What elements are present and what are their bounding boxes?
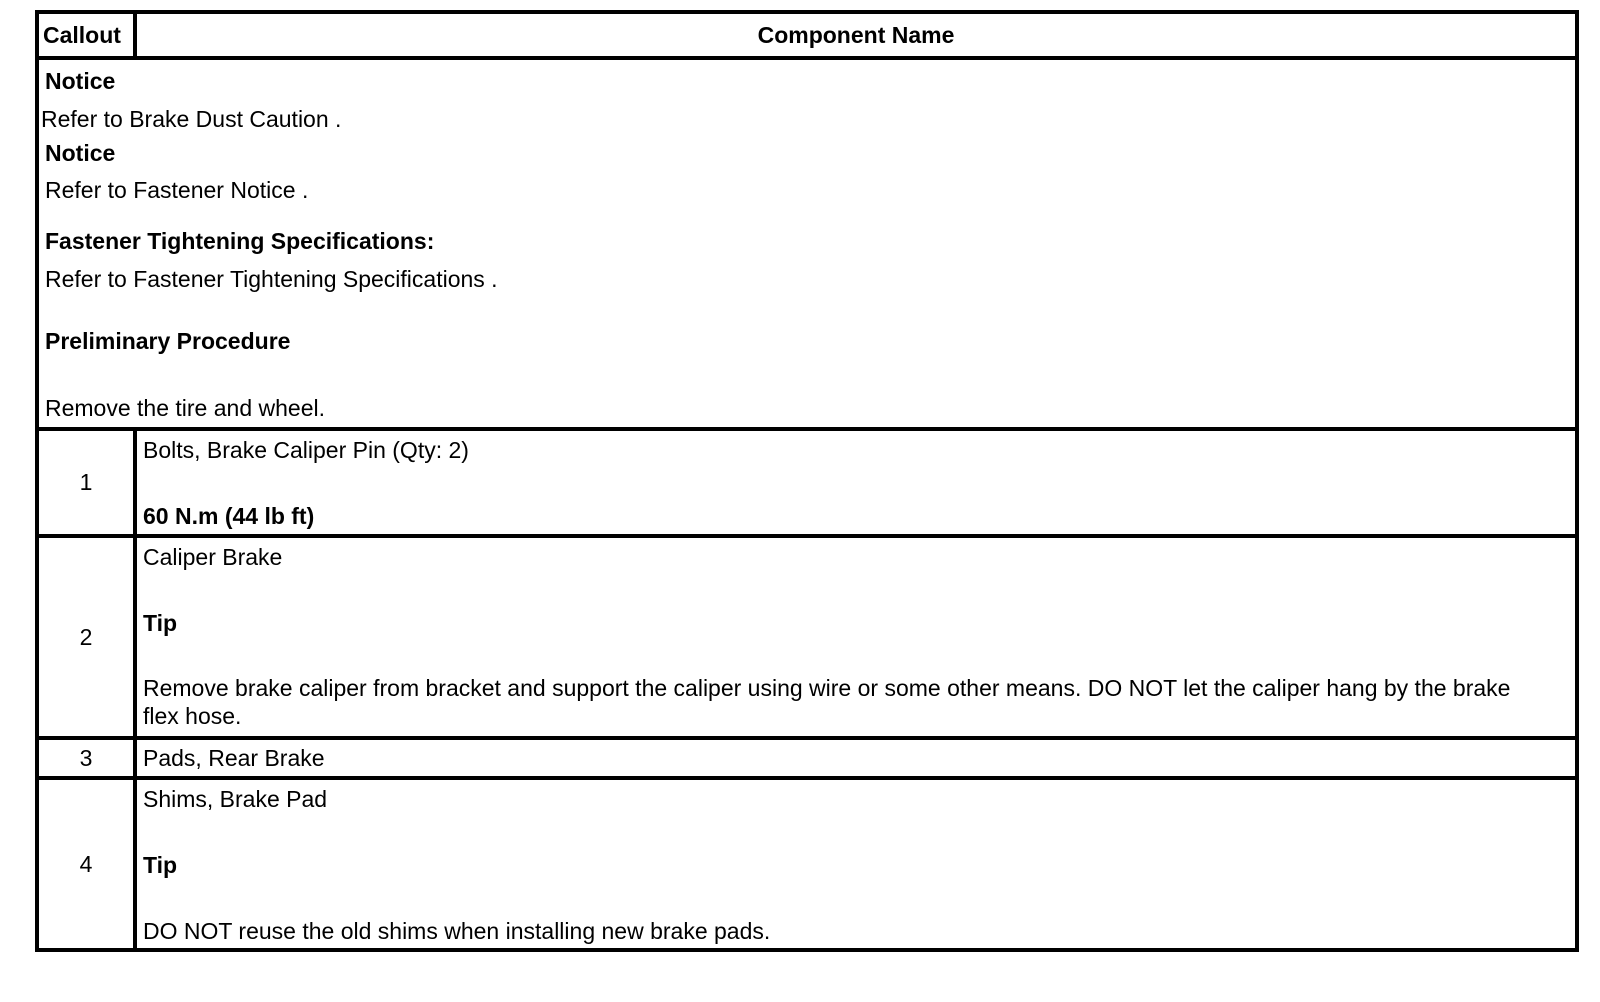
tip-text: DO NOT reuse the old shims when installing new brake pads. [143,918,771,944]
component-name: Pads, Rear Brake [143,745,325,771]
fastener-spec-title: Fastener Tightening Specifications: [45,228,435,254]
notice-1-text: Refer to Brake Dust Caution . [41,106,342,132]
notice-2-text: Refer to Fastener Notice . [45,177,309,203]
intro-row [37,58,1577,429]
component-name: Caliper Brake [143,544,283,570]
component-cell [135,536,1577,738]
notice-2-title: Notice [45,140,116,166]
preliminary-text: Remove the tire and wheel. [45,395,325,421]
component-cell [135,738,1577,778]
table-header-row [37,12,1577,58]
table-row [37,778,1577,950]
component-cell [135,778,1577,950]
header-callout: Callout [37,12,135,58]
component-table [35,10,1579,952]
table-row [37,536,1577,738]
intro-cell [37,58,1577,429]
header-component-name: Component Name [135,12,1577,58]
table-row [37,738,1577,778]
component-cell [135,429,1577,536]
notice-1-title: Notice [45,68,116,94]
callout-number: 4 [37,778,135,950]
tip-text: Remove brake caliper from bracket and support the caliper using wire or some other means. DO NOT let the caliper hang by the brake flex hose. [143,675,1511,729]
component-name: Shims, Brake Pad [143,786,328,812]
torque-spec: 60 N.m (44 lb ft) [143,503,315,529]
callout-number: 2 [37,536,135,738]
preliminary-title: Preliminary Procedure [45,328,291,354]
callout-number: 3 [37,738,135,778]
component-name: Bolts, Brake Caliper Pin (Qty: 2) [143,437,469,463]
table-row [37,429,1577,536]
tip-title: Tip [143,610,178,636]
callout-number: 1 [37,429,135,536]
tip-title: Tip [143,852,178,878]
fastener-spec-text: Refer to Fastener Tightening Specifications . [45,266,498,292]
